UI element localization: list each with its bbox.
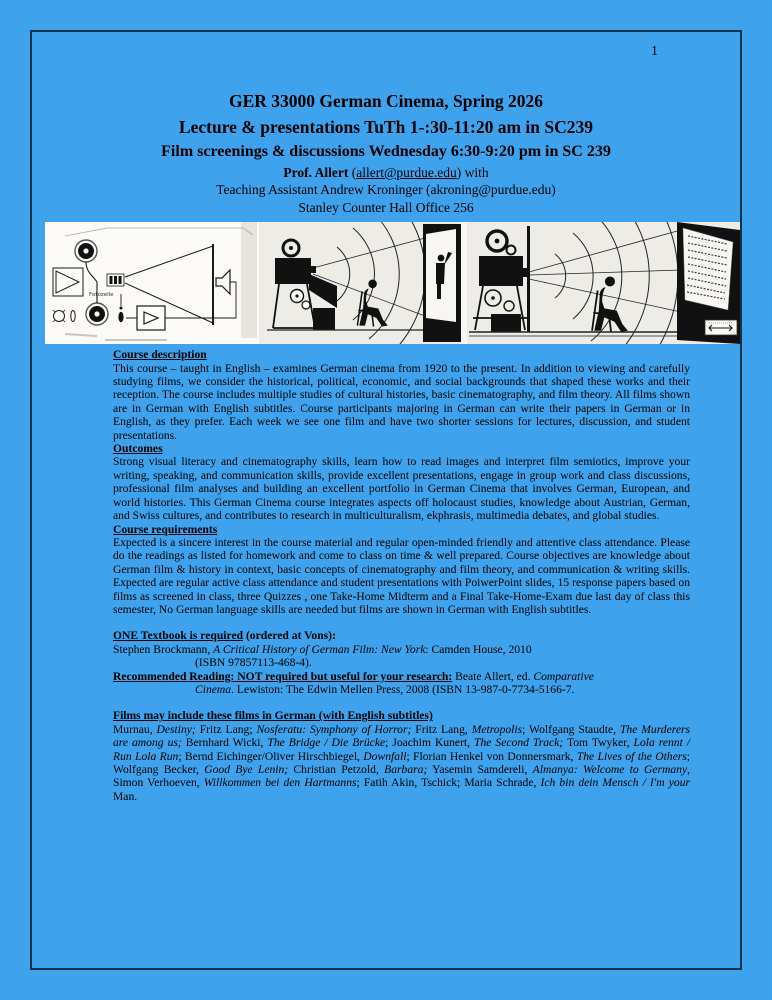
text-run: Fritz Lang; bbox=[195, 722, 257, 736]
text-run: ; Wolfgang Becker, bbox=[113, 749, 690, 776]
course-description-text: This course – taught in English – examines German cinema from 1920 to the present. In addition to viewing and carefully studying films, we consider the historical, political, economic, and social backgrounds that shaped these works and their reception. The course includes multiple studies of cultural histories, basic cinematography, and film theory. All films shown are in German with English subtitles. Course participants majoring in German can write their papers in German or in English, as they prefer. Each week we see one film and have two shorter sessions for lectures, discussion, and student presentations. bbox=[113, 361, 690, 442]
text-run: The Lives of the Others bbox=[576, 749, 687, 763]
films-list-text bbox=[113, 723, 690, 803]
section-films bbox=[113, 709, 690, 803]
text-run: The Murderers are among us; bbox=[113, 722, 690, 750]
text-run: (ordered at Vons): bbox=[243, 629, 336, 643]
text-run: ; Wolfgang Staudte, bbox=[522, 722, 620, 736]
text-run: Lola rennt / Run Lola Run bbox=[113, 736, 691, 763]
text-run: . Lewiston: The Edwin Mellen Press, 2008 (ISBN 13-987-0-7734-5166-7. bbox=[231, 682, 575, 696]
page-border bbox=[30, 30, 742, 970]
text-run: Downfall bbox=[363, 749, 407, 763]
text-run: Fritz Lang, bbox=[411, 722, 472, 736]
textbook-brockmann-line bbox=[113, 643, 690, 656]
recommended-reading-line bbox=[113, 670, 690, 683]
email-link-allert[interactable]: allert@purdue.edu bbox=[356, 165, 457, 180]
spacer bbox=[113, 696, 690, 709]
text-run: Ich bin dein Mensch / I'm your bbox=[540, 776, 691, 790]
textbook-required-line bbox=[113, 629, 690, 642]
title-line-2: Lecture & presentations TuTh 1-:30-11:20 am in SC239 bbox=[178, 117, 594, 137]
text-run: A Critical History of German Film: New York bbox=[213, 642, 426, 656]
section-course-description bbox=[113, 348, 690, 442]
teaching-assistant-line: Teaching Assistant Andrew Kroninger (akroning@purdue.edu) bbox=[216, 182, 556, 198]
text-run: ; Florian Henkel von Donnersmark, bbox=[406, 749, 577, 763]
course-requirements-heading: Course requirements bbox=[113, 522, 218, 536]
text-run: Cinema bbox=[195, 682, 232, 696]
text-run: Good Bye Lenin; bbox=[204, 763, 289, 776]
text-run: Murnau, bbox=[113, 722, 157, 736]
syllabus-body bbox=[113, 348, 690, 803]
section-outcomes bbox=[113, 442, 690, 522]
text-run: Comparative bbox=[533, 669, 594, 683]
text-run: Nosferatu: Symphony of Horror; bbox=[256, 722, 412, 736]
text-run: ; Fatih Akin, Tschick; Maria Schrade, bbox=[356, 776, 541, 790]
text-run: Almanya: Welcome to Germany bbox=[532, 763, 688, 776]
text-run: Stephen Brockmann, bbox=[113, 642, 214, 656]
text-run: Beate Allert, ed. bbox=[452, 669, 534, 683]
outcomes-text: Strong visual literacy and cinematography skills, learn how to read images and interpret film semiotics, improve your writing, speaking, and communication skills, provide excellent presentations, engage in group work and class discussions, professional film analyses and building an excellent portfolio in German Cinema that involves German, European, and world histories. This German Cinema course integrates aspects off holocaust studies, knowledge about Austrian, German, and Swiss cultures, and contributes to research in multiculturalism, ekphrasis, multimedia debates, and global studies. bbox=[113, 455, 690, 523]
text-run: Christian Petzold, bbox=[288, 763, 385, 776]
fotozelle-label: Fotozelle bbox=[89, 292, 114, 299]
title-line-1: GER 33000 German Cinema, Spring 2026 bbox=[228, 91, 544, 111]
text-run: Recommended Reading: NOT required but useful for your research: bbox=[113, 669, 453, 683]
text-run: Prof. Allert bbox=[283, 165, 349, 180]
section-textbook bbox=[113, 629, 690, 696]
course-description-heading: Course description bbox=[113, 348, 207, 362]
text-run: ; Bernd Eichinger/Oliver Hirschbiegel, bbox=[178, 749, 364, 763]
section-course-requirements bbox=[113, 523, 690, 617]
text-run: ; Joachim Kunert, bbox=[385, 736, 475, 750]
text-run: Destiny; bbox=[156, 722, 196, 736]
course-requirements-text: Expected is a sincere interest in the course material and regular open-minded friendly and attentive class attendance. Please do the readings as listed for homework and come to class on time & well prepared. Course objectives are knowledge about German film & history in context, basic concepts of cinematography and film theory, and communication & writing skills. Expected are regular active class attendance and student presentations with PoiwerPoint slides, 15 response papers based on films as screened in class, three Quizzes , one Take-Home Midterm and a Final Take-Home-Exam due last day of class this semester, No German language skills are needed but films are shown in German with English subtitles. bbox=[113, 535, 690, 616]
text-run: The Bridge / Die Brücke bbox=[267, 736, 386, 750]
text-run: The Second Track; bbox=[474, 736, 564, 750]
text-run: Bernhard Wicki, bbox=[181, 736, 268, 750]
text-run: Tom Twyker, bbox=[563, 736, 634, 750]
text-run: Yasemin Samdereli, bbox=[427, 763, 533, 776]
page-number: 1 bbox=[651, 44, 658, 59]
recommended-reading-line-2 bbox=[113, 683, 690, 696]
text-run: ) with bbox=[456, 165, 489, 180]
text-run: Man. bbox=[113, 789, 138, 803]
text-run: : Camden House, 2010 bbox=[425, 642, 532, 656]
text-run: ( bbox=[348, 165, 357, 180]
instructor-line bbox=[32, 164, 740, 181]
text-run: Willkommen bei den Hartmanns bbox=[203, 776, 357, 790]
spacer bbox=[113, 616, 690, 629]
outcomes-heading: Outcomes bbox=[113, 442, 163, 456]
title-line-3: Film screenings & discussions Wednesday 6:30-9:20 pm in SC 239 bbox=[161, 143, 611, 160]
text-run: , Simon Verhoeven, bbox=[113, 763, 690, 790]
course-header bbox=[32, 88, 740, 216]
text-run: ONE Textbook is required bbox=[113, 629, 244, 643]
film-projection-diagrams bbox=[45, 222, 740, 344]
films-heading: Films may include these films in German (with English subtitles) bbox=[113, 709, 433, 723]
text-run: Barbara; bbox=[384, 763, 428, 776]
text-run: Metropolis bbox=[471, 722, 523, 736]
film-projection-figure bbox=[45, 222, 740, 344]
office-line: Stanley Counter Hall Office 256 bbox=[298, 199, 474, 215]
textbook-isbn-line: (ISBN 97857113-468-4). bbox=[195, 656, 312, 670]
